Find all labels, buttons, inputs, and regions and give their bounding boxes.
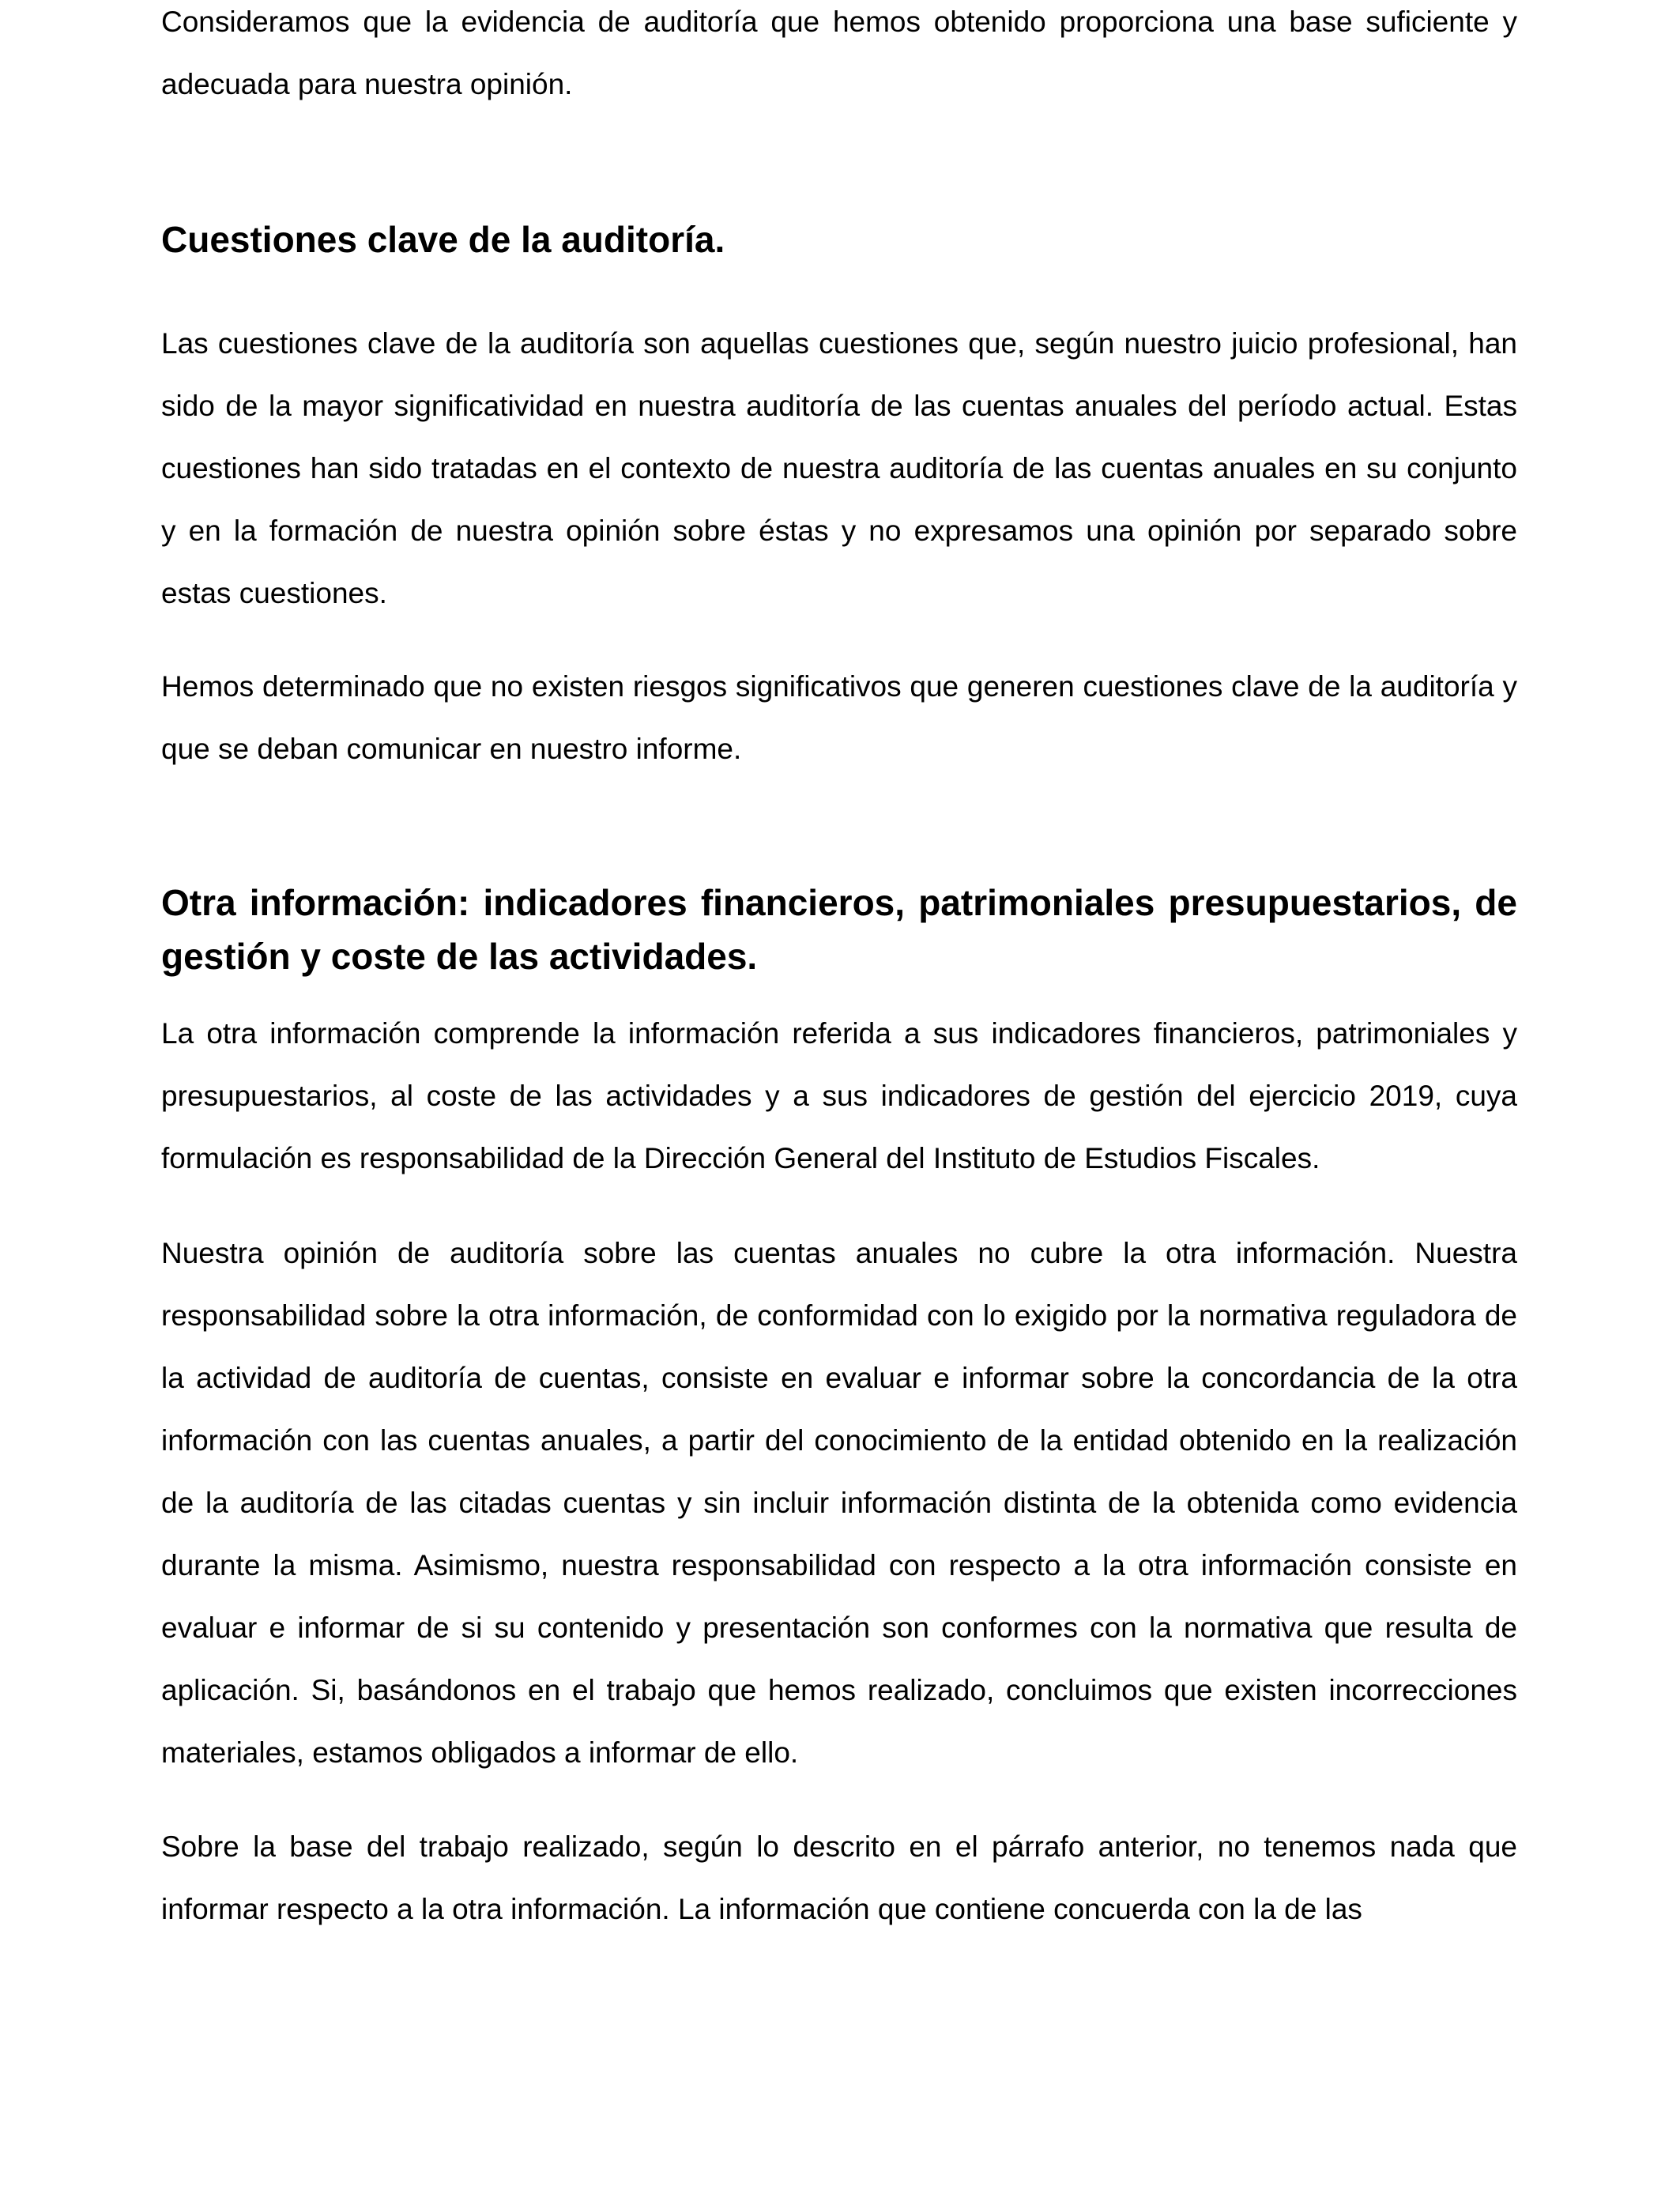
heading-other-information: Otra información: indicadores financieros, patrimoniales presupuestarios, de gestión y coste de las actividades. [161, 882, 1517, 977]
paragraph-other-info-scope: La otra información comprende la información referida a sus indicadores financieros, patrimoniales y presupuestarios, al coste de las actividades y a sus indicadores de gestión del ejercicio 2019, cuya formulación es responsabilidad de la Dirección General del Instituto de Estudios Fiscales. [161, 1017, 1517, 1174]
paragraph-other-info-result: Sobre la base del trabajo realizado, según lo descrito en el párrafo anterior, no tenemos nada que informar respecto a la otra información. La información que contiene concuerda con la de las [161, 1830, 1517, 1925]
paragraph-intro: Consideramos que la evidencia de auditoría que hemos obtenido proporciona una base suficiente y adecuada para nuestra opinión. [161, 6, 1517, 100]
paragraph-key-matters-definition: Las cuestiones clave de la auditoría son aquellas cuestiones que, según nuestro juicio profesional, han sido de la mayor significatividad en nuestra auditoría de las cuentas anuales del período actual. Estas cuestiones han sido tratadas en el contexto de nuestra auditoría de las cuentas anuales en su conjunto y en la formación de nuestra opinión sobre éstas y no expresamos una opinión por separado sobre estas cuestiones. [161, 327, 1517, 609]
paragraph-other-info-responsibility: Nuestra opinión de auditoría sobre las cuentas anuales no cubre la otra información. Nuestra responsabilidad sobre la otra información, de conformidad con lo exigido por la normativa reguladora de la actividad de auditoría de cuentas, consiste en evaluar e informar sobre la concordancia de la otra información con las cuentas anuales, a partir del conocimiento de la entidad obtenido en la realización de la auditoría de las citadas cuentas y sin incluir información distinta de la obtenida como evidencia durante la misma. Asimismo, nuestra responsabilidad con respecto a la otra información consiste en evaluar e informar de si su contenido y presentación son conformes con la normativa que resulta de aplicación. Si, basándonos en el trabajo que hemos realizado, concluimos que existen incorrecciones materiales, estamos obligados a informar de ello. [161, 1237, 1517, 1769]
paragraph-key-matters-conclusion: Hemos determinado que no existen riesgos significativos que generen cuestiones clave de la auditoría y que se deban comunicar en nuestro informe. [161, 670, 1517, 765]
heading-key-audit-matters: Cuestiones clave de la auditoría. [161, 219, 725, 260]
